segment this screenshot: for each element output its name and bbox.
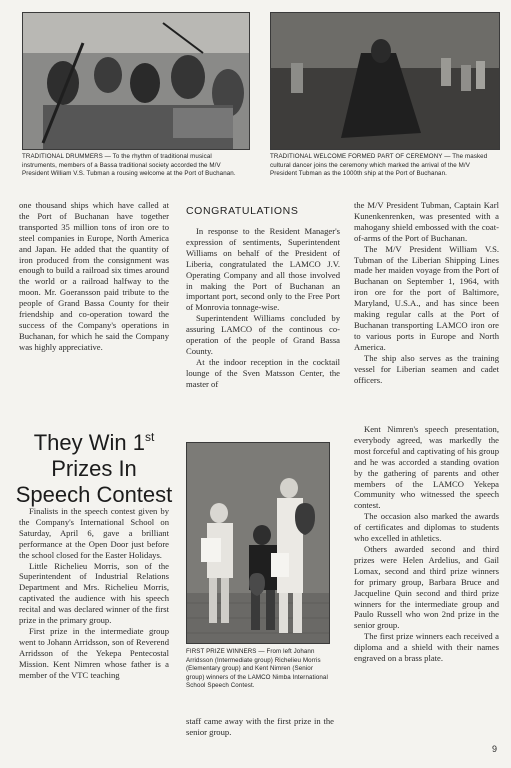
- ships-col3-p2: The M/V President William V.S. Tubman of the Liberian Shipping Lines made her maiden voyage from the Port of Buchanan on September 1, 1964, with iron ore for the port of Baltimore, Maryland, U.S.A., and has since been making regular calls at the Port of Buchanan transporting LAMCO iron ore to various ports in Europe and North America.: [354, 243, 499, 352]
- speech-col3-p3: Others awarded second and third prizes were Helen Ardelius, and Gail Lomax, second and third prize winners for primary group, Barbara Bruce and Jacqueline Quin second and third prize winners for the intermediate group and Paulo Russell who won 2nd prize in the senior group.: [354, 543, 499, 631]
- speech-col1-p3: First prize in the intermediate group went to Johann Arridsson, son of Reverend Arridsson of the Yekepa Pentecostal Mission. Kent Nimren whose father is a member of the VTC teaching: [19, 625, 169, 680]
- speech-col2: [186, 716, 334, 738]
- ships-col2-p2: Superintendent Williams concluded by assuring LAMCO of the continous co-operation of the people of Grand Bassa County.: [186, 313, 340, 356]
- photo-traditional-drummers: [22, 12, 250, 150]
- photo-traditional-welcome: [270, 12, 500, 150]
- speech-col2-p1: staff came away with the first prize in the senior group.: [186, 716, 334, 737]
- ships-col1-text: one thousand ships which have called at the Port of Buchanan have together transported 35 million tons of iron ore to steel companies in Europe, North America and Japan. He added that the quantity of iron produced from the consignment was enough to build a railroad six times around the world or a railroad halfway to the moon. Mr. Goeransson paid tribute to the people of Grand Bassa County for their friendship and co-operation toward the success of the Company's operations in Buchanan, for which he said the Company was highly appreciative.: [19, 200, 169, 352]
- ships-col3-p1: the M/V President Tubman, Captain Karl Kunenkenrenken, was presented with a mahogany shield embossed with the coat-of-arms of the Port of Buchanan.: [354, 200, 499, 243]
- caption-drummers: TRADITIONAL DRUMMERS — To the rhythm of traditional musical instruments, members of a Bassa traditional society accorded the M/V President William V.S. Tubman a rousing welcome at the Port of Buchanan.: [22, 153, 236, 178]
- ships-article-col2: [186, 226, 340, 390]
- speech-col1-p1: Finalists in the speech contest given by the Company's International School on Saturday, April 6, gave a brilliant performance at the Open Door just before the school closed for the Easter Holidays.: [19, 506, 169, 560]
- photo-first-prize-winners: [186, 442, 330, 644]
- speech-col1: [19, 506, 169, 681]
- congratulations-heading: CONGRATULATIONS: [186, 205, 299, 217]
- ships-col2-p3: At the indoor reception in the cocktail lounge of the Sven Matsson Center, the master of: [186, 356, 340, 389]
- caption-winners: FIRST PRIZE WINNERS — From left Johann Arridsson (Intermediate group) Richelieu Morris (Elementary group) and Kent Nimren (Senior group) winners of the LAMCO Nimba International School Speech Contest.: [186, 648, 328, 690]
- speech-col3-p4: The first prize winners each received a diploma and a shield with their names engraved on a brass plate.: [354, 631, 499, 664]
- ships-article-col3: [354, 200, 499, 385]
- ships-col2-p1: In response to the Resident Manager's expression of sentiments, Superintendent Williams on behalf of the President of Liberia, congratulated the LAMCO J.V. Operating Company and all those involved in making the Port of Buchanan an important port, second only to the Free Port of Monrovia tonnage-wise.: [186, 226, 340, 313]
- ships-article-col1: [19, 200, 169, 353]
- speech-contest-headline: [14, 424, 174, 508]
- caption-welcome: TRADITIONAL WELCOME FORMED PART OF CEREMONY — The masked cultural dancer joins the ceremony which marked the arrival of the M/V President Tubman as the 1000th ship at the Port of Buchanan.: [270, 153, 488, 178]
- headline-line1: They Win 1: [33, 430, 145, 455]
- headline-line2: Prizes In: [51, 456, 137, 481]
- headline-line3: Speech Contest: [15, 482, 173, 507]
- speech-col3-p2: The occasion also marked the awards of certificates and diplomas to students who excelled in athletics.: [354, 511, 499, 544]
- page-number: 9: [491, 744, 497, 754]
- speech-col1-p2: Little Richelieu Morris, son of the Superintendent of Industrial Relations Department and Mrs. Richelieu Morris, captivated the audience with his speech recital and was declared winner of the first prize in the primary group.: [19, 560, 169, 626]
- ships-col3-p3: The ship also serves as the training vessel for Liberian seamen and cadet officers.: [354, 352, 499, 385]
- speech-col3-p1: Kent Nimren's speech presentation, everybody agreed, was markedly the most forceful and captivating of his group and he was accorded a standing ovation by the gathering of parents and other members of the LAMCO Yekepa Community who witnessed the speech contest.: [354, 424, 499, 511]
- speech-col3: [354, 424, 499, 664]
- headline-sup: st: [144, 430, 155, 444]
